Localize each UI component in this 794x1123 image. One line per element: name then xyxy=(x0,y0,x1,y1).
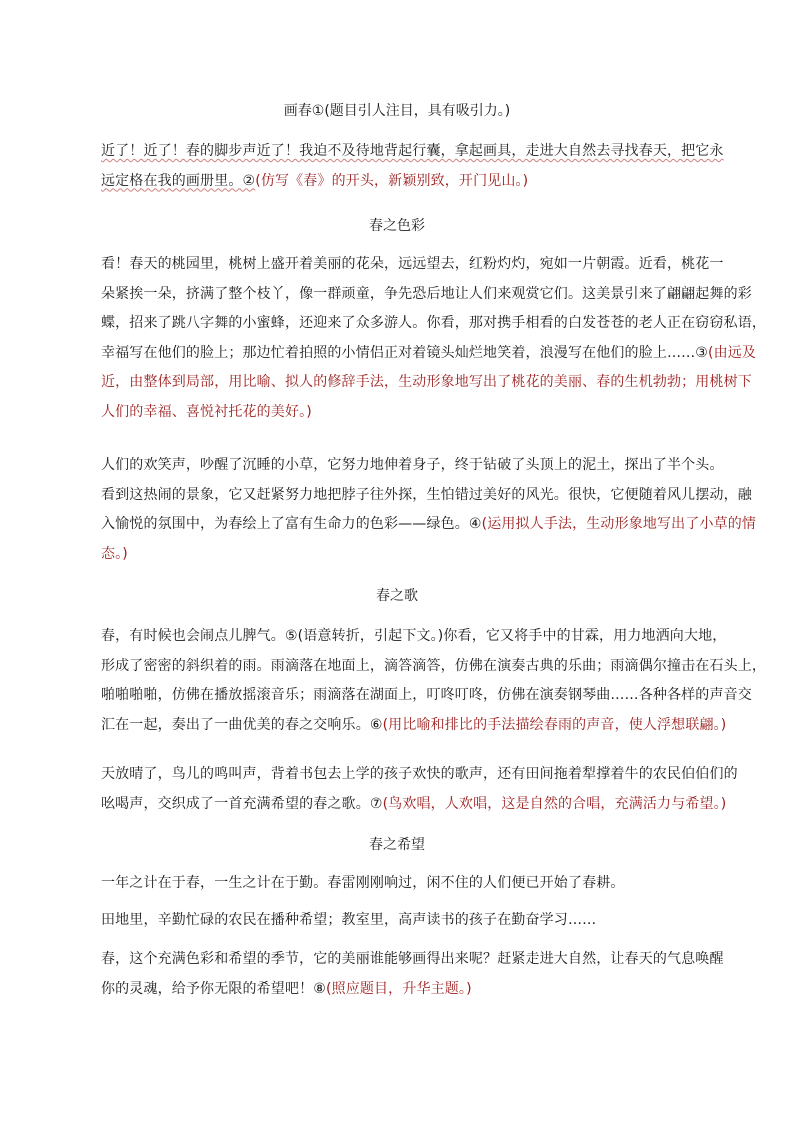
paragraph-line: 春，这个充满色彩和希望的季节，它的美丽谁能够画得出来呢？赶紧走进大自然，让春天的气息唤醒 xyxy=(101,951,724,967)
paragraph-line: 人们的欢笑声，吵醒了沉睡的小草，它努力地伸着身子，终于钻破了头顶上的泥土，探出了半个头。 xyxy=(101,457,724,473)
paragraph-line: 吆喝声，交织成了一首充满希望的春之歌。⑦(鸟欢唱，人欢唱，这是自然的合唱，充满活力与希望。) xyxy=(101,795,727,812)
paragraph-line: 蝶，招来了跳八字舞的小蜜蜂，还迎来了众多游人。你看，那对携手相看的白发苍苍的老人正在窃窃私语， xyxy=(101,315,767,331)
annotation-6: (用比喻和排比的手法描绘春雨的声音，使人浮想联翩。) xyxy=(382,716,727,733)
annotation-3: (由远及 xyxy=(708,344,757,361)
paragraph-line: 朵紧挨一朵，挤满了整个枝丫，像一群顽童，争先恐后地让人们来观赏它们。这美景引来了翩翩起舞的彩 xyxy=(101,285,752,302)
intro-line-2: 远定格在我的画册里。②(仿写《春》的开头，新颖别致，开门见山。) xyxy=(101,172,529,189)
song-paragraph-1 xyxy=(101,622,767,740)
paragraph-line: 看！春天的桃园里，桃树上盛开着美丽的花朵，远远望去，红粉灼灼，宛如一片朝霞。近看，桃花一 xyxy=(101,256,724,272)
annotation-4-end: 态。) xyxy=(101,545,128,562)
paragraph-line: 你的灵魂，给予你无限的希望吧！⑧(照应题目，升华主题。) xyxy=(101,980,472,997)
paragraph-line: 一年之计在于春，一生之计在于勤。春雷刚刚响过，闲不住的人们便已开始了春耕。 xyxy=(101,875,625,891)
title-text: 画春① xyxy=(283,103,325,119)
paragraph-line: 看到这热闹的景象，它又赶紧努力地把脖子往外探，生怕错过美好的风光。很快，它便随着风儿摆动，融 xyxy=(101,486,752,503)
hope-paragraph-2 xyxy=(101,906,741,936)
page-title xyxy=(0,101,794,121)
hope-paragraph-3 xyxy=(101,945,741,1004)
paragraph-line: 汇在一起，奏出了一曲优美的春之交响乐。⑥(用比喻和排比的手法描绘春雨的声音，使人浮想联翩。) xyxy=(101,716,727,733)
annotation-4: (运用拟人手法，生动形象地写出了小草的情 xyxy=(481,516,757,532)
paragraph-line: 田地里，辛勤忙碌的农民在播种希望；教室里，高声读书的孩子在勤奋学习…… xyxy=(101,912,597,928)
intro-line-1: 近了！近了！春的脚步声近了！我迫不及待地背起行囊，拿起画具，走进大自然去寻找春天，把它永 xyxy=(101,143,724,159)
annotation-8: (照应题目，升华主题。) xyxy=(325,980,472,997)
annotation-7: (鸟欢唱，人欢唱，这是自然的合唱，充满活力与希望。) xyxy=(382,795,727,812)
hope-paragraph-1 xyxy=(101,869,741,899)
paragraph-line: 春，有时候也会闹点儿脾气。⑤(语意转折，引起下文。)你看，它又将手中的甘霖，用力地洒向大地， xyxy=(101,628,727,644)
section-heading-colors: 春之色彩 xyxy=(369,218,425,234)
section-heading-hope: 春之希望 xyxy=(369,837,425,853)
annotation-2: (仿写《春》的开头，新颖别致，开门见山。) xyxy=(255,172,529,189)
colors-paragraph-2 xyxy=(101,451,757,569)
song-paragraph-2 xyxy=(101,760,741,819)
colors-paragraph-1 xyxy=(101,250,767,427)
annotation-3-cont: 近，由整体到局部，用比喻、拟人的修辞手法，生动形象地写出了桃花的美丽、春的生机勃勃；用桃树下 xyxy=(101,374,752,390)
paragraph-line: 入愉悦的氛围中，为春绘上了富有生命力的色彩——绿色。④(运用拟人手法，生动形象地写出了小草的情 xyxy=(101,516,757,532)
section-heading-song: 春之歌 xyxy=(376,588,418,604)
paragraph-line: 天放晴了，鸟儿的鸣叫声，背着书包去上学的孩子欢快的歌声，还有田间拖着犁撑着牛的农民伯伯们的 xyxy=(101,766,738,782)
intro-paragraph xyxy=(101,137,741,196)
annotation-3-end: 人们的幸福、喜悦衬托花的美好。) xyxy=(101,403,312,420)
paragraph-line: 幸福写在他们的脸上；那边忙着拍照的小情侣正对着镜头灿烂地笑着，浪漫写在他们的脸上……③(由远及 xyxy=(101,344,757,361)
annotation-5: (语意转折，引起下文。) xyxy=(297,628,444,644)
paragraph-line: 啪啪啪啪，仿佛在播放摇滚音乐；雨滴落在湖面上，叮咚叮咚，仿佛在演奏钢琴曲……各种各样的声音交 xyxy=(101,687,752,703)
paragraph-line: 形成了密密的斜织着的雨。雨滴落在地面上，滴答滴答，仿佛在演奏古典的乐曲；雨滴偶尔撞击在石头上， xyxy=(101,657,767,674)
title-note: (题目引人注目，具有吸引力。) xyxy=(324,103,511,119)
